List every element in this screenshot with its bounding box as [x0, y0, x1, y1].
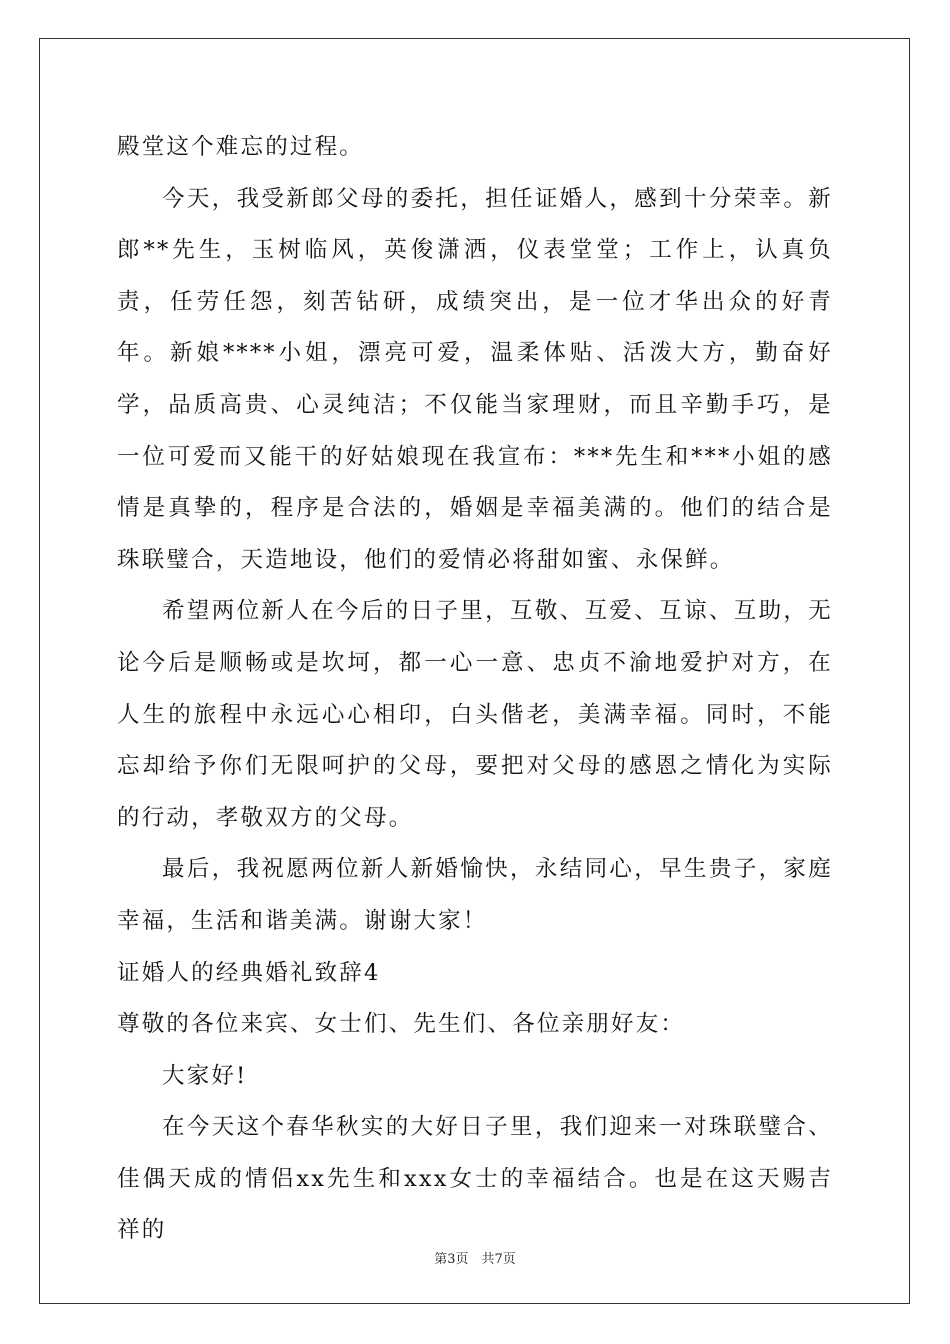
paragraph-continuation: 殿堂这个难忘的过程。: [117, 134, 365, 160]
paragraph-opening: 在今天这个春华秋实的大好日子里，我们迎来一对珠联璧合、佳偶天成的情侣xx先生和xxx女士的幸福结合。也是在这天赐吉祥的: [117, 1114, 833, 1244]
page-number-footer: 第3页 共7页: [434, 1252, 516, 1267]
section-heading: 证婚人的经典婚礼致辞4: [117, 959, 381, 986]
paragraph-wishes: 希望两位新人在今后的日子里，互敬、互爱、互谅、互助，无论今后是顺畅或是坎坷，都一心一意、忠贞不渝地爱护对方，在人生的旅程中永远心心相印，白头偕老，美满幸福。同时，不能忘却给予你们无限呵护的父母，要把对父母的感恩之情化为实际的行动，孝敬双方的父母。: [117, 598, 833, 831]
document-body: [117, 122, 833, 1257]
paragraph-witness-intro: 今天，我受新郎父母的委托，担任证婚人，感到十分荣幸。新郎**先生，玉树临风，英俊潇洒，仪表堂堂；工作上，认真负责，任劳任怨，刻苦钻研，成绩突出，是一位才华出众的好青年。新娘****小姐，漂亮可爱，温柔体贴、活泼大方，勤奋好学，品质高贵、心灵纯洁；不仅能当家理财，而且辛勤手巧，是一位可爱而又能干的好姑娘现在我宣布：***先生和***小姐的感情是真挚的，程序是合法的，婚姻是幸福美满的。他们的结合是珠联璧合，天造地设，他们的爱情必将甜如蜜、永保鲜。: [117, 185, 833, 573]
paragraph-salutation: 尊敬的各位来宾、女士们、先生们、各位亲朋好友：: [117, 1011, 686, 1038]
paragraph-closing: 最后，我祝愿两位新人新婚愉快，永结同心，早生贵子，家庭幸福，生活和谐美满。谢谢大家！: [117, 856, 833, 934]
paragraph-greeting: 大家好!: [162, 1062, 248, 1089]
